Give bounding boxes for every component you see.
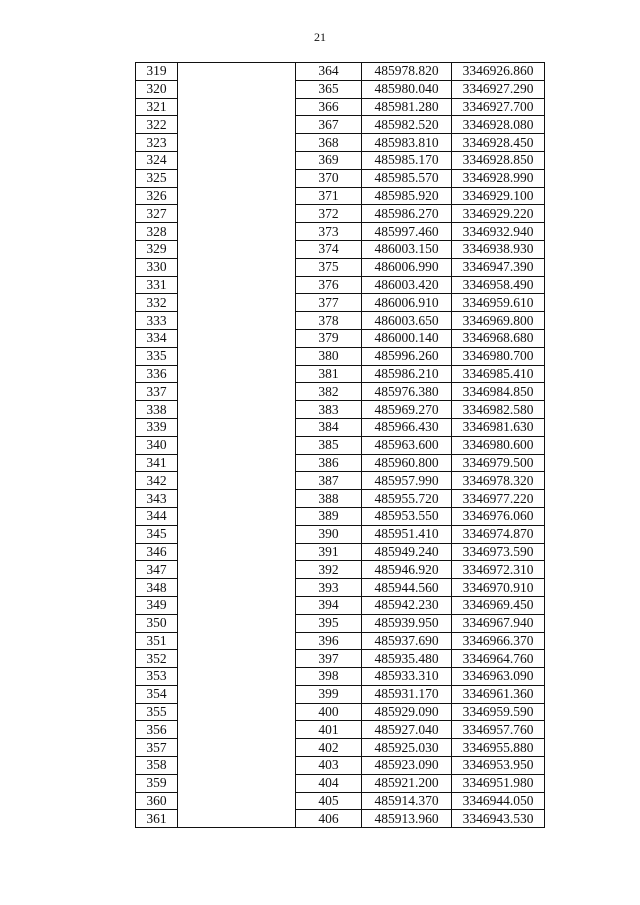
table-row — [136, 490, 545, 508]
point-number-cell: 368 — [296, 134, 362, 152]
x-coordinate-cell: 485996.260 — [362, 347, 452, 365]
y-coordinate-cell: 3346928.990 — [452, 169, 545, 187]
y-coordinate-cell: 3346944.050 — [452, 792, 545, 810]
blank-cell — [178, 543, 296, 561]
point-number-cell: 366 — [296, 98, 362, 116]
row-index-cell: 357 — [136, 739, 178, 757]
x-coordinate-cell: 485986.210 — [362, 365, 452, 383]
y-coordinate-cell: 3346985.410 — [452, 365, 545, 383]
row-index-cell: 339 — [136, 418, 178, 436]
table-row — [136, 525, 545, 543]
blank-cell — [178, 739, 296, 757]
y-coordinate-cell: 3346959.590 — [452, 703, 545, 721]
point-number-cell: 386 — [296, 454, 362, 472]
point-number-cell: 372 — [296, 205, 362, 223]
point-number-cell: 373 — [296, 223, 362, 241]
y-coordinate-cell: 3346984.850 — [452, 383, 545, 401]
blank-cell — [178, 240, 296, 258]
x-coordinate-cell: 485927.040 — [362, 721, 452, 739]
x-coordinate-cell: 485986.270 — [362, 205, 452, 223]
y-coordinate-cell: 3346969.800 — [452, 312, 545, 330]
row-index-cell: 330 — [136, 258, 178, 276]
point-number-cell: 385 — [296, 436, 362, 454]
row-index-cell: 348 — [136, 579, 178, 597]
x-coordinate-cell: 486000.140 — [362, 329, 452, 347]
blank-cell — [178, 116, 296, 134]
table-row — [136, 383, 545, 401]
y-coordinate-cell: 3346968.680 — [452, 329, 545, 347]
row-index-cell: 332 — [136, 294, 178, 312]
y-coordinate-cell: 3346938.930 — [452, 240, 545, 258]
x-coordinate-cell: 486006.910 — [362, 294, 452, 312]
y-coordinate-cell: 3346947.390 — [452, 258, 545, 276]
row-index-cell: 342 — [136, 472, 178, 490]
blank-cell — [178, 668, 296, 686]
point-number-cell: 400 — [296, 703, 362, 721]
blank-cell — [178, 490, 296, 508]
y-coordinate-cell: 3346958.490 — [452, 276, 545, 294]
y-coordinate-cell: 3346928.850 — [452, 151, 545, 169]
table-row — [136, 98, 545, 116]
row-index-cell: 345 — [136, 525, 178, 543]
x-coordinate-cell: 486003.150 — [362, 240, 452, 258]
blank-cell — [178, 223, 296, 241]
x-coordinate-cell: 485997.460 — [362, 223, 452, 241]
y-coordinate-cell: 3346966.370 — [452, 632, 545, 650]
blank-cell — [178, 561, 296, 579]
y-coordinate-cell: 3346929.100 — [452, 187, 545, 205]
point-number-cell: 395 — [296, 614, 362, 632]
blank-cell — [178, 774, 296, 792]
row-index-cell: 350 — [136, 614, 178, 632]
x-coordinate-cell: 486006.990 — [362, 258, 452, 276]
row-index-cell: 329 — [136, 240, 178, 258]
blank-cell — [178, 401, 296, 419]
y-coordinate-cell: 3346929.220 — [452, 205, 545, 223]
table-row — [136, 169, 545, 187]
row-index-cell: 360 — [136, 792, 178, 810]
row-index-cell: 356 — [136, 721, 178, 739]
x-coordinate-cell: 485923.090 — [362, 757, 452, 775]
y-coordinate-cell: 3346974.870 — [452, 525, 545, 543]
y-coordinate-cell: 3346964.760 — [452, 650, 545, 668]
x-coordinate-cell: 485983.810 — [362, 134, 452, 152]
blank-cell — [178, 614, 296, 632]
table-row — [136, 454, 545, 472]
point-number-cell: 369 — [296, 151, 362, 169]
table-row — [136, 276, 545, 294]
table-row — [136, 151, 545, 169]
blank-cell — [178, 792, 296, 810]
x-coordinate-cell: 485921.200 — [362, 774, 452, 792]
point-number-cell: 388 — [296, 490, 362, 508]
table-row — [136, 507, 545, 525]
table-row — [136, 614, 545, 632]
x-coordinate-cell: 485939.950 — [362, 614, 452, 632]
table-row — [136, 294, 545, 312]
x-coordinate-cell: 485980.040 — [362, 80, 452, 98]
row-index-cell: 359 — [136, 774, 178, 792]
blank-cell — [178, 632, 296, 650]
row-index-cell: 335 — [136, 347, 178, 365]
x-coordinate-cell: 485969.270 — [362, 401, 452, 419]
table-row — [136, 116, 545, 134]
x-coordinate-cell: 485929.090 — [362, 703, 452, 721]
table-row — [136, 721, 545, 739]
x-coordinate-cell: 485953.550 — [362, 507, 452, 525]
row-index-cell: 319 — [136, 63, 178, 81]
x-coordinate-cell: 485982.520 — [362, 116, 452, 134]
row-index-cell: 354 — [136, 685, 178, 703]
row-index-cell: 320 — [136, 80, 178, 98]
table-row — [136, 472, 545, 490]
y-coordinate-cell: 3346972.310 — [452, 561, 545, 579]
point-number-cell: 371 — [296, 187, 362, 205]
point-number-cell: 401 — [296, 721, 362, 739]
point-number-cell: 370 — [296, 169, 362, 187]
point-number-cell: 404 — [296, 774, 362, 792]
row-index-cell: 352 — [136, 650, 178, 668]
blank-cell — [178, 151, 296, 169]
table-row — [136, 134, 545, 152]
x-coordinate-cell: 485931.170 — [362, 685, 452, 703]
blank-cell — [178, 721, 296, 739]
row-index-cell: 361 — [136, 810, 178, 828]
row-index-cell: 325 — [136, 169, 178, 187]
blank-cell — [178, 454, 296, 472]
table-row — [136, 757, 545, 775]
blank-cell — [178, 258, 296, 276]
y-coordinate-cell: 3346927.700 — [452, 98, 545, 116]
y-coordinate-cell: 3346978.320 — [452, 472, 545, 490]
blank-cell — [178, 365, 296, 383]
table-row — [136, 329, 545, 347]
blank-cell — [178, 703, 296, 721]
row-index-cell: 322 — [136, 116, 178, 134]
y-coordinate-cell: 3346963.090 — [452, 668, 545, 686]
point-number-cell: 384 — [296, 418, 362, 436]
point-number-cell: 383 — [296, 401, 362, 419]
table-row — [136, 810, 545, 828]
blank-cell — [178, 276, 296, 294]
point-number-cell: 376 — [296, 276, 362, 294]
y-coordinate-cell: 3346982.580 — [452, 401, 545, 419]
table-row — [136, 650, 545, 668]
point-number-cell: 392 — [296, 561, 362, 579]
x-coordinate-cell: 485960.800 — [362, 454, 452, 472]
point-number-cell: 406 — [296, 810, 362, 828]
blank-cell — [178, 329, 296, 347]
table-row — [136, 312, 545, 330]
blank-cell — [178, 757, 296, 775]
row-index-cell: 344 — [136, 507, 178, 525]
point-number-cell: 375 — [296, 258, 362, 276]
point-number-cell: 387 — [296, 472, 362, 490]
point-number-cell: 379 — [296, 329, 362, 347]
blank-cell — [178, 472, 296, 490]
y-coordinate-cell: 3346943.530 — [452, 810, 545, 828]
point-number-cell: 390 — [296, 525, 362, 543]
row-index-cell: 349 — [136, 596, 178, 614]
row-index-cell: 358 — [136, 757, 178, 775]
row-index-cell: 326 — [136, 187, 178, 205]
y-coordinate-cell: 3346961.360 — [452, 685, 545, 703]
point-number-cell: 365 — [296, 80, 362, 98]
point-number-cell: 396 — [296, 632, 362, 650]
point-number-cell: 391 — [296, 543, 362, 561]
y-coordinate-cell: 3346926.860 — [452, 63, 545, 81]
row-index-cell: 336 — [136, 365, 178, 383]
row-index-cell: 328 — [136, 223, 178, 241]
point-number-cell: 405 — [296, 792, 362, 810]
x-coordinate-cell: 485951.410 — [362, 525, 452, 543]
row-index-cell: 340 — [136, 436, 178, 454]
point-number-cell: 367 — [296, 116, 362, 134]
y-coordinate-cell: 3346981.630 — [452, 418, 545, 436]
x-coordinate-cell: 485914.370 — [362, 792, 452, 810]
table-row — [136, 668, 545, 686]
table-row — [136, 187, 545, 205]
point-number-cell: 397 — [296, 650, 362, 668]
table-row — [136, 240, 545, 258]
y-coordinate-cell: 3346970.910 — [452, 579, 545, 597]
y-coordinate-cell: 3346980.700 — [452, 347, 545, 365]
x-coordinate-cell: 485937.690 — [362, 632, 452, 650]
y-coordinate-cell: 3346953.950 — [452, 757, 545, 775]
y-coordinate-cell: 3346932.940 — [452, 223, 545, 241]
row-index-cell: 321 — [136, 98, 178, 116]
point-number-cell: 398 — [296, 668, 362, 686]
row-index-cell: 324 — [136, 151, 178, 169]
x-coordinate-cell: 485942.230 — [362, 596, 452, 614]
row-index-cell: 347 — [136, 561, 178, 579]
y-coordinate-cell: 3346928.450 — [452, 134, 545, 152]
row-index-cell: 334 — [136, 329, 178, 347]
blank-cell — [178, 436, 296, 454]
x-coordinate-cell: 485925.030 — [362, 739, 452, 757]
x-coordinate-cell: 485913.960 — [362, 810, 452, 828]
table-row — [136, 703, 545, 721]
table-row — [136, 739, 545, 757]
row-index-cell: 346 — [136, 543, 178, 561]
y-coordinate-cell: 3346955.880 — [452, 739, 545, 757]
point-number-cell: 399 — [296, 685, 362, 703]
row-index-cell: 351 — [136, 632, 178, 650]
blank-cell — [178, 80, 296, 98]
table-row — [136, 63, 545, 81]
point-number-cell: 377 — [296, 294, 362, 312]
point-number-cell: 381 — [296, 365, 362, 383]
x-coordinate-cell: 485935.480 — [362, 650, 452, 668]
blank-cell — [178, 525, 296, 543]
table-row — [136, 436, 545, 454]
blank-cell — [178, 187, 296, 205]
row-index-cell: 323 — [136, 134, 178, 152]
x-coordinate-cell: 485978.820 — [362, 63, 452, 81]
coordinates-table-body — [136, 63, 545, 828]
y-coordinate-cell: 3346979.500 — [452, 454, 545, 472]
page-number: 21 — [314, 30, 326, 44]
point-number-cell: 394 — [296, 596, 362, 614]
table-row — [136, 685, 545, 703]
table-row — [136, 561, 545, 579]
y-coordinate-cell: 3346927.290 — [452, 80, 545, 98]
point-number-cell: 403 — [296, 757, 362, 775]
blank-cell — [178, 63, 296, 81]
y-coordinate-cell: 3346959.610 — [452, 294, 545, 312]
y-coordinate-cell: 3346976.060 — [452, 507, 545, 525]
row-index-cell: 327 — [136, 205, 178, 223]
point-number-cell: 393 — [296, 579, 362, 597]
x-coordinate-cell: 485976.380 — [362, 383, 452, 401]
blank-cell — [178, 205, 296, 223]
table-row — [136, 401, 545, 419]
row-index-cell: 337 — [136, 383, 178, 401]
x-coordinate-cell: 485944.560 — [362, 579, 452, 597]
y-coordinate-cell: 3346973.590 — [452, 543, 545, 561]
y-coordinate-cell: 3346967.940 — [452, 614, 545, 632]
x-coordinate-cell: 485949.240 — [362, 543, 452, 561]
table-row — [136, 632, 545, 650]
row-index-cell: 331 — [136, 276, 178, 294]
x-coordinate-cell: 485985.920 — [362, 187, 452, 205]
blank-cell — [178, 294, 296, 312]
y-coordinate-cell: 3346928.080 — [452, 116, 545, 134]
blank-cell — [178, 810, 296, 828]
y-coordinate-cell: 3346977.220 — [452, 490, 545, 508]
table-row — [136, 579, 545, 597]
x-coordinate-cell: 485933.310 — [362, 668, 452, 686]
coordinates-table — [135, 62, 545, 828]
x-coordinate-cell: 485963.600 — [362, 436, 452, 454]
point-number-cell: 374 — [296, 240, 362, 258]
x-coordinate-cell: 485981.280 — [362, 98, 452, 116]
blank-cell — [178, 685, 296, 703]
row-index-cell: 353 — [136, 668, 178, 686]
table-row — [136, 80, 545, 98]
table-row — [136, 543, 545, 561]
y-coordinate-cell: 3346951.980 — [452, 774, 545, 792]
blank-cell — [178, 312, 296, 330]
x-coordinate-cell: 486003.420 — [362, 276, 452, 294]
table-row — [136, 774, 545, 792]
table-row — [136, 792, 545, 810]
blank-cell — [178, 418, 296, 436]
point-number-cell: 378 — [296, 312, 362, 330]
blank-cell — [178, 134, 296, 152]
row-index-cell: 333 — [136, 312, 178, 330]
point-number-cell: 389 — [296, 507, 362, 525]
blank-cell — [178, 383, 296, 401]
x-coordinate-cell: 486003.650 — [362, 312, 452, 330]
row-index-cell: 343 — [136, 490, 178, 508]
blank-cell — [178, 596, 296, 614]
table-row — [136, 347, 545, 365]
y-coordinate-cell: 3346957.760 — [452, 721, 545, 739]
x-coordinate-cell: 485957.990 — [362, 472, 452, 490]
table-row — [136, 596, 545, 614]
point-number-cell: 364 — [296, 63, 362, 81]
blank-cell — [178, 507, 296, 525]
row-index-cell: 338 — [136, 401, 178, 419]
x-coordinate-cell: 485966.430 — [362, 418, 452, 436]
point-number-cell: 380 — [296, 347, 362, 365]
x-coordinate-cell: 485985.170 — [362, 151, 452, 169]
table-row — [136, 365, 545, 383]
blank-cell — [178, 347, 296, 365]
row-index-cell: 341 — [136, 454, 178, 472]
blank-cell — [178, 579, 296, 597]
point-number-cell: 402 — [296, 739, 362, 757]
blank-cell — [178, 98, 296, 116]
x-coordinate-cell: 485985.570 — [362, 169, 452, 187]
x-coordinate-cell: 485946.920 — [362, 561, 452, 579]
y-coordinate-cell: 3346980.600 — [452, 436, 545, 454]
blank-cell — [178, 650, 296, 668]
blank-cell — [178, 169, 296, 187]
row-index-cell: 355 — [136, 703, 178, 721]
table-row — [136, 418, 545, 436]
table-row — [136, 258, 545, 276]
table-row — [136, 205, 545, 223]
x-coordinate-cell: 485955.720 — [362, 490, 452, 508]
y-coordinate-cell: 3346969.450 — [452, 596, 545, 614]
point-number-cell: 382 — [296, 383, 362, 401]
table-row — [136, 223, 545, 241]
